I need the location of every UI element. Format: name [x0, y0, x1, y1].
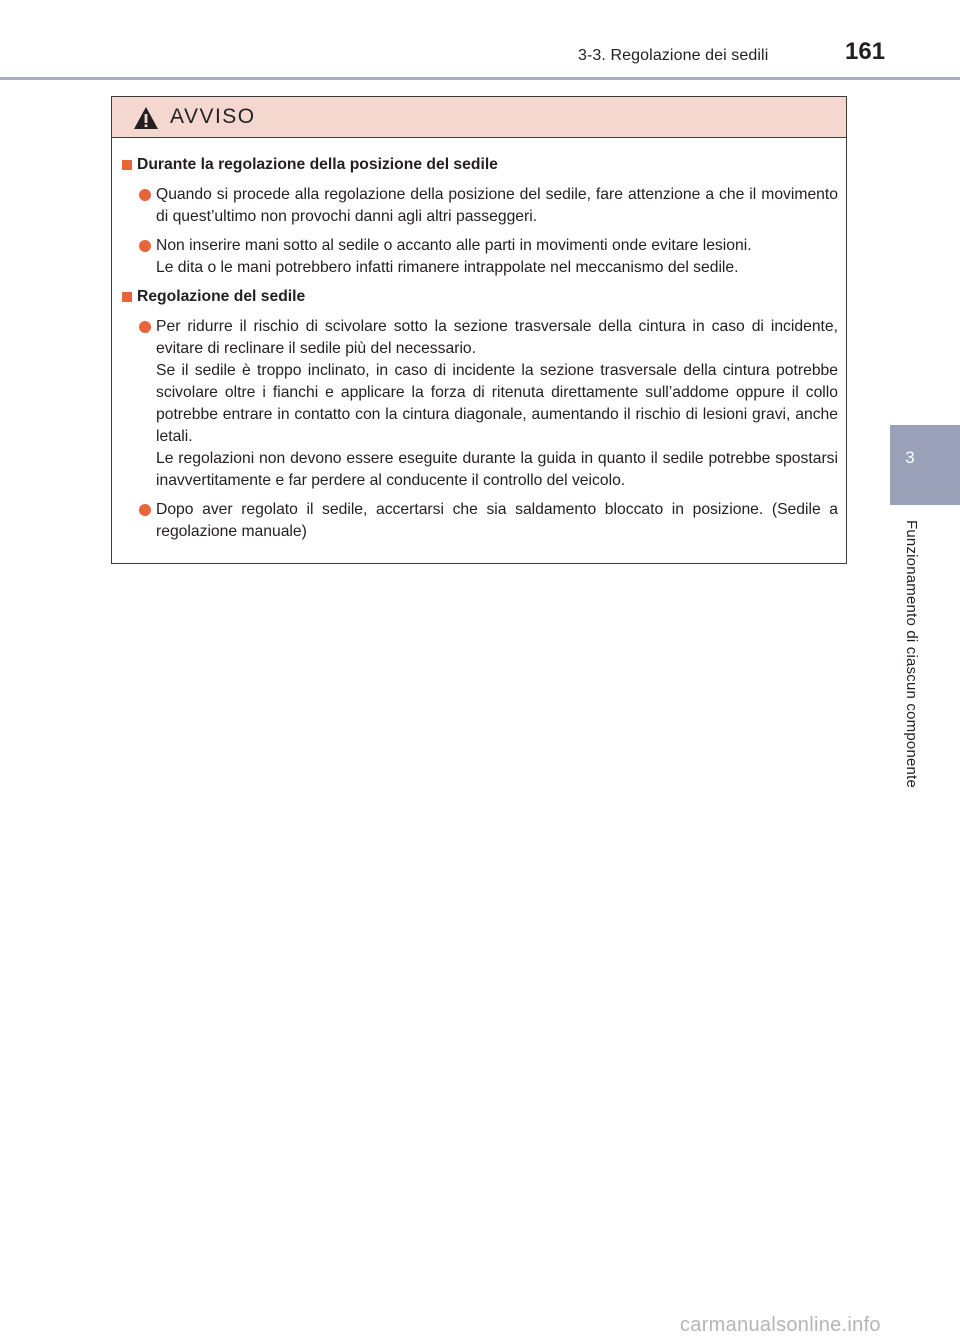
square-bullet-icon: [122, 160, 132, 170]
chapter-number: 3: [905, 448, 915, 467]
round-bullet-icon: [139, 240, 151, 252]
paragraph: Le dita o le mani potrebbero infatti rimanere intrappolate nel meccanismo del sedile.: [156, 259, 739, 276]
header-rule: [0, 77, 960, 80]
chapter-label-text: Funzionamento di ciascun componente: [903, 520, 920, 788]
round-bullet-icon: [139, 189, 151, 201]
list-item: [112, 235, 838, 279]
list-item: [112, 316, 838, 492]
warning-header: [112, 97, 846, 138]
round-bullet-icon: [139, 504, 151, 516]
paragraph: Le regolazioni non devono essere eseguite durante la guida in quanto il sedile potrebbe spostarsi inavvertitamente e far perdere al conducente il controllo del veicolo.: [156, 450, 838, 489]
warning-box: [111, 96, 847, 564]
section-heading-text: Durante la regolazione della posizione del sedile: [137, 156, 498, 173]
paragraph: Quando si procede alla regolazione della posizione del sedile, fare attenzione a che il movimento di quest’ultimo non provochi danni agli altri passeggeri.: [156, 186, 838, 225]
paragraph: Se il sedile è troppo inclinato, in caso di incidente la sezione trasversale della cintura potrebbe scivolare oltre i fianchi e applicare la forza di ritenuta direttamente sull’addome oppure il collo potrebbe entrare in contatto con la cintura diagonale, aumentando il rischio di lesioni gravi, anche letali.: [156, 362, 838, 445]
round-bullet-icon: [139, 321, 151, 333]
square-bullet-icon: [122, 292, 132, 302]
warning-title: AVVISO: [170, 105, 256, 128]
section-title: 3-3. Regolazione dei sedili: [578, 47, 769, 64]
paragraph: Non inserire mani sotto al sedile o accanto alle parti in movimenti onde evitare lesioni.: [156, 237, 752, 254]
watermark: carmanualsonline.info: [680, 1314, 881, 1336]
section-heading: [112, 154, 838, 176]
page-number: 161: [845, 38, 886, 65]
section-heading: [112, 286, 838, 308]
chapter-tab: [890, 425, 960, 505]
paragraph: Per ridurre il rischio di scivolare sotto la sezione trasversale della cintura in caso di incidente, evitare di reclinare il sedile più del necessario.: [156, 318, 838, 357]
paragraph: Dopo aver regolato il sedile, accertarsi che sia saldamento bloccato in posizione. (Sedile a regolazione manuale): [156, 501, 838, 540]
section-heading-text: Regolazione del sedile: [137, 288, 306, 305]
warning-body: [112, 138, 846, 550]
list-item: [112, 499, 838, 543]
page-header: [0, 0, 960, 80]
warning-triangle-icon: [133, 106, 159, 130]
list-item: [112, 184, 838, 228]
